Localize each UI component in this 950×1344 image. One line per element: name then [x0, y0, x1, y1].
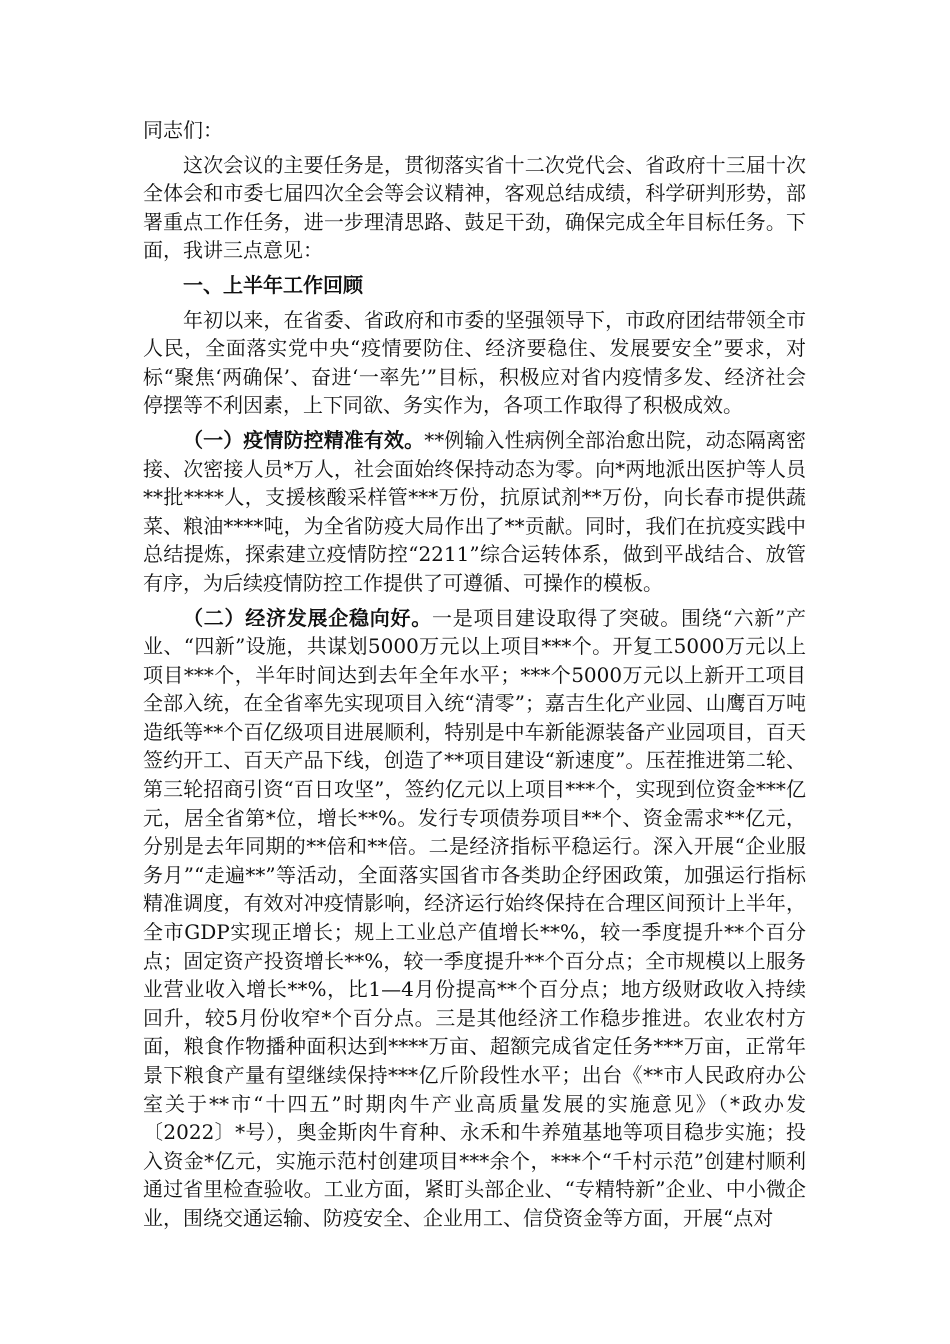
salutation: 同志们： [143, 118, 223, 142]
economy-paragraph [143, 604, 806, 1233]
economy-body: 一是项目建设取得了突破。围绕“六新”产业、“四新”设施，共谋划5000万元以上项目***个。开复工5000万元以上项目***个，半年时间达到去年全年水平；***个5000万元以上新开工项目全部入统，在全省率先实现项目入统“清零”；嘉吉生化产业园、山鹰百万吨造纸等**个百亿级项目进展顺利，特别是中车新能源装备产业园项目，百天签约开工、百天产品下线，创造了**项目建设“新速度”。压茬推进第二轮、第三轮招商引资“百日攻坚”，签约亿元以上项目***个，实现到位资金***亿元，居全省第*位，增长**%。发行专项债券项目**个、资金需求**亿元，分别是去年同期的**倍和**倍。二是经济指标平稳运行。深入开展“企业服务月”“走遍**”等活动，全面落实国省市各类助企纾困政策，加强运行指标精准调度，有效对冲疫情影响，经济运行始终保持在合理区间预计上半年，全市GDP实现正增长；规上工业总产值增长**%，较一季度提升**个百分点；固定资产投资增长**%，较一季度提升**个百分点；全市规模以上服务业营业收入增长**%，比1—4月份提高**个百分点；地方级财政收入持续回升，较5月份收窄*个百分点。三是其他经济工作稳步推进。农业农村方面，粮食作物播种面积达到****万亩、超额完成省定任务***万亩，正常年景下粮食产量有望继续保持***亿斤阶段性水平；出台《**市人民政府办公室关于**市“十四五”时期肉牛产业高质量发展的实施意见》（*政办发〔2022〕*号），奥金斯肉牛育种、永禾和牛养殖基地等项目稳步实施；投入资金*亿元，实施示范村创建项目***余个，***个“千村示范”创建村顺利通过省里检查验收。工业方面，紧盯头部企业、“专精特新”企业、中小微企业，围绕交通运输、防疫安全、企业用工、信贷资金等方面，开展“点对 [143, 605, 807, 1230]
epidemic-control-lead: （一）疫情防控精准有效。 [183, 427, 425, 452]
epidemic-control-paragraph [143, 426, 806, 598]
section-heading: 一、上半年工作回顾 [183, 272, 363, 297]
economy-lead: （二）经济发展企稳向好。 [183, 605, 433, 630]
epidemic-control-body: **例输入性病例全部治愈出院，动态隔离密接、次密接人员*万人，社会面始终保持动态为零。向*两地派出医护等人员**批****人，支援核酸采样管***万份，抗原试剂**万份，向长春市提供蔬菜、粮油****吨，为全省防疫大局作出了**贡献。同时，我们在抗疫实践中总结提炼，探索建立疫情防控“2211”综合运转体系，做到平战结合、放管有序，为后续疫情防控工作提供了可遵循、可操作的模板。 [143, 427, 807, 595]
document-page [143, 110, 806, 1239]
section-intro-paragraph: 年初以来，在省委、省政府和市委的坚强领导下，市政府团结带领全市人民，全面落实党中央“疫情要防住、经济要稳住、发展要安全”要求，对标“聚焦‘两确保’、奋进‘一率先’”目标，积极应对省内疫情多发、经济社会停摆等不利因素，上下同欲、务实作为，各项工作取得了积极成效。 [143, 307, 806, 418]
intro-paragraph: 这次会议的主要任务是，贯彻落实省十二次党代会、省政府十三届十次全体会和市委七届四次全会等会议精神，客观总结成绩，科学研判形势，部署重点工作任务，进一步理清思路、鼓足干劲，确保完成全年目标任务。下面，我讲三点意见： [143, 152, 806, 263]
